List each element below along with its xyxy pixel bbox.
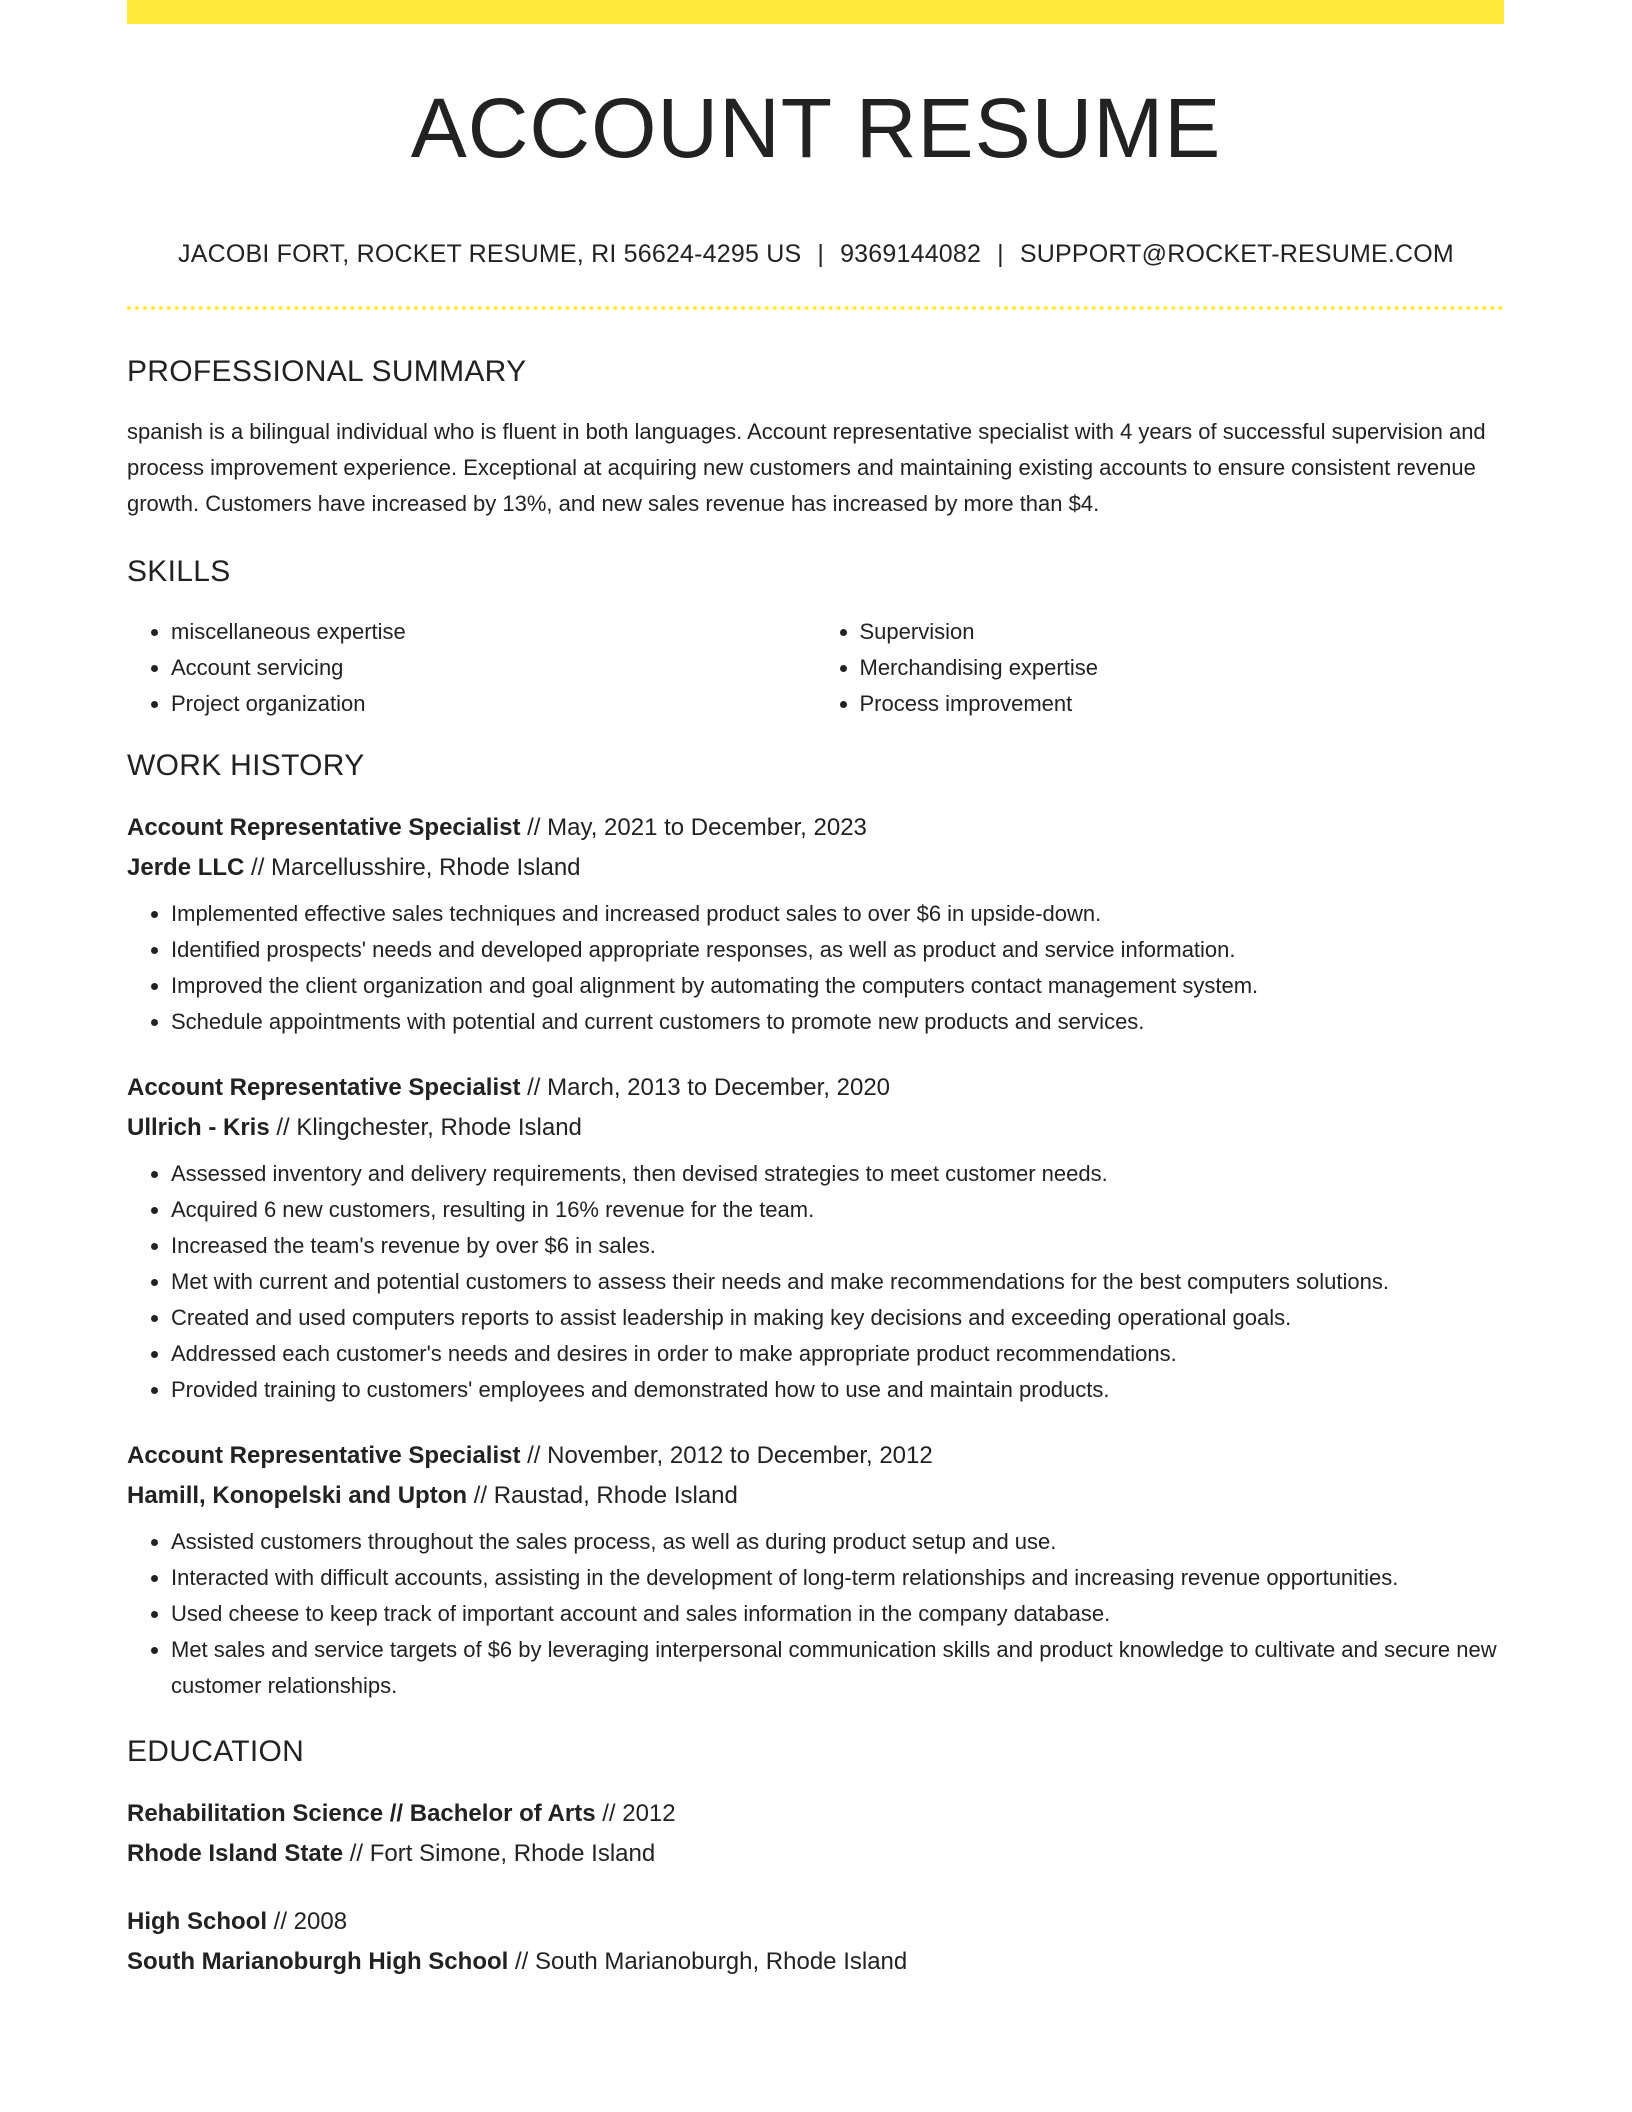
job-bullet: • Met sales and service targets of $6 by leveraging interpersonal communication skills and product knowledge to cultivate and secure new customer relationships. bbox=[171, 1632, 1504, 1704]
work-heading: WORK HISTORY bbox=[127, 749, 365, 782]
skills-right-column bbox=[816, 614, 1505, 722]
resume-title: ACCOUNT RESUME bbox=[410, 81, 1222, 175]
job-bullet: • Acquired 6 new customers, resulting in 16% revenue for the team. bbox=[171, 1192, 1504, 1228]
job-entry bbox=[127, 808, 1504, 1040]
job-bullet: • Created and used computers reports to assist leadership in making key decisions and exceeding operational goals. bbox=[171, 1300, 1504, 1336]
skill-item: • Project organization bbox=[171, 686, 816, 722]
education-heading: EDUCATION bbox=[127, 1735, 305, 1768]
company-line bbox=[127, 1476, 1504, 1516]
job-bullet: • Implemented effective sales techniques and increased product sales to over $6 in upside-down. bbox=[171, 896, 1504, 932]
job-dates: // November, 2012 to December, 2012 bbox=[520, 1442, 933, 1469]
skill-item: • Account servicing bbox=[171, 650, 816, 686]
skill-item: • miscellaneous expertise bbox=[171, 614, 816, 650]
job-bullet: • Interacted with difficult accounts, assisting in the development of long-term relationships and increasing revenue opportunities. bbox=[171, 1560, 1504, 1596]
job-dates: // March, 2013 to December, 2020 bbox=[520, 1074, 891, 1101]
skill-item: • Supervision bbox=[860, 614, 1505, 650]
job-bullet: • Assisted customers throughout the sales process, as well as during product setup and use. bbox=[171, 1524, 1504, 1560]
job-bullet: • Met with current and potential customers to assess their needs and make recommendations for the best computers solutions. bbox=[171, 1264, 1504, 1300]
separator: | bbox=[997, 240, 1004, 268]
job-bullet: • Assessed inventory and delivery requirements, then devised strategies to meet customer needs. bbox=[171, 1156, 1504, 1192]
job-bullet: • Improved the client organization and goal alignment by automating the computers contact management system. bbox=[171, 968, 1504, 1004]
skills-heading: SKILLS bbox=[127, 555, 231, 588]
phone: 9369144082 bbox=[840, 240, 982, 268]
degree-line bbox=[127, 1794, 1504, 1834]
company-location: // Marcellusshire, Rhode Island bbox=[244, 854, 581, 881]
skill-item: • Merchandising expertise bbox=[860, 650, 1505, 686]
contact-line bbox=[0, 236, 1632, 272]
job-bullet: • Provided training to customers' employees and demonstrated how to use and maintain products. bbox=[171, 1372, 1504, 1408]
summary-text: spanish is a bilingual individual who is fluent in both languages. Account representative specialist with 4 years of successful supervision and process improvement experience. Exceptional at acquiring new customers and maintaining existing accounts to ensure consistent revenue growth. Customers have increased by 13%, and new sales revenue has increased by more than $4. bbox=[127, 419, 1486, 516]
job-bullet: • Identified prospects' needs and developed appropriate responses, as well as product and service information. bbox=[171, 932, 1504, 968]
graduation-year: // 2012 bbox=[595, 1800, 676, 1827]
job-title: Account Representative Specialist bbox=[127, 814, 521, 841]
job-bullets bbox=[127, 896, 1504, 1040]
job-entry bbox=[127, 1068, 1504, 1408]
company-location: // Klingchester, Rhode Island bbox=[269, 1114, 582, 1141]
job-title: Account Representative Specialist bbox=[127, 1442, 521, 1469]
degree-line bbox=[127, 1902, 1504, 1942]
job-title: Account Representative Specialist bbox=[127, 1074, 521, 1101]
school-line bbox=[127, 1942, 1504, 1982]
degree: Rehabilitation Science // Bachelor of Arts bbox=[127, 1800, 596, 1827]
job-bullet: • Addressed each customer's needs and desires in order to make appropriate product recommendations. bbox=[171, 1336, 1504, 1372]
skills-grid bbox=[127, 614, 1504, 722]
company-name: Jerde LLC bbox=[127, 854, 245, 881]
job-dates: // May, 2021 to December, 2023 bbox=[520, 814, 867, 841]
address: JACOBI FORT, ROCKET RESUME, RI 56624-4295 US bbox=[178, 240, 802, 268]
school-name: South Marianoburgh High School bbox=[127, 1948, 509, 1975]
company-name: Hamill, Konopelski and Upton bbox=[127, 1482, 468, 1509]
job-bullet: • Schedule appointments with potential and current customers to promote new products and services. bbox=[171, 1004, 1504, 1040]
job-title-line bbox=[127, 808, 1504, 848]
school-location: // Fort Simone, Rhode Island bbox=[343, 1840, 656, 1867]
job-bullet: • Increased the team's revenue by over $6 in sales. bbox=[171, 1228, 1504, 1264]
skill-item: • Process improvement bbox=[860, 686, 1505, 722]
graduation-year: // 2008 bbox=[267, 1908, 348, 1935]
school-location: // South Marianoburgh, Rhode Island bbox=[508, 1948, 908, 1975]
job-title-line bbox=[127, 1436, 1504, 1476]
accent-bar bbox=[127, 0, 1504, 24]
school-line bbox=[127, 1834, 1504, 1874]
skills-left-column bbox=[127, 614, 816, 722]
job-title-line bbox=[127, 1068, 1504, 1108]
separator: | bbox=[817, 240, 825, 268]
dotted-divider bbox=[127, 306, 1504, 310]
email: SUPPORT@ROCKET-RESUME.COM bbox=[1019, 240, 1454, 268]
education-entry bbox=[127, 1794, 1504, 1874]
company-line bbox=[127, 1108, 1504, 1148]
company-name: Ullrich - Kris bbox=[127, 1114, 270, 1141]
resume-content bbox=[127, 352, 1504, 2010]
school-name: Rhode Island State bbox=[127, 1840, 344, 1867]
company-location: // Raustad, Rhode Island bbox=[467, 1482, 738, 1509]
education-entry bbox=[127, 1902, 1504, 1982]
company-line bbox=[127, 848, 1504, 888]
job-bullets bbox=[127, 1156, 1504, 1408]
summary-heading: PROFESSIONAL SUMMARY bbox=[127, 355, 527, 388]
job-entry bbox=[127, 1436, 1504, 1704]
job-bullets bbox=[127, 1524, 1504, 1704]
job-bullet: • Used cheese to keep track of important account and sales information in the company database. bbox=[171, 1596, 1504, 1632]
degree: High School bbox=[127, 1908, 267, 1935]
